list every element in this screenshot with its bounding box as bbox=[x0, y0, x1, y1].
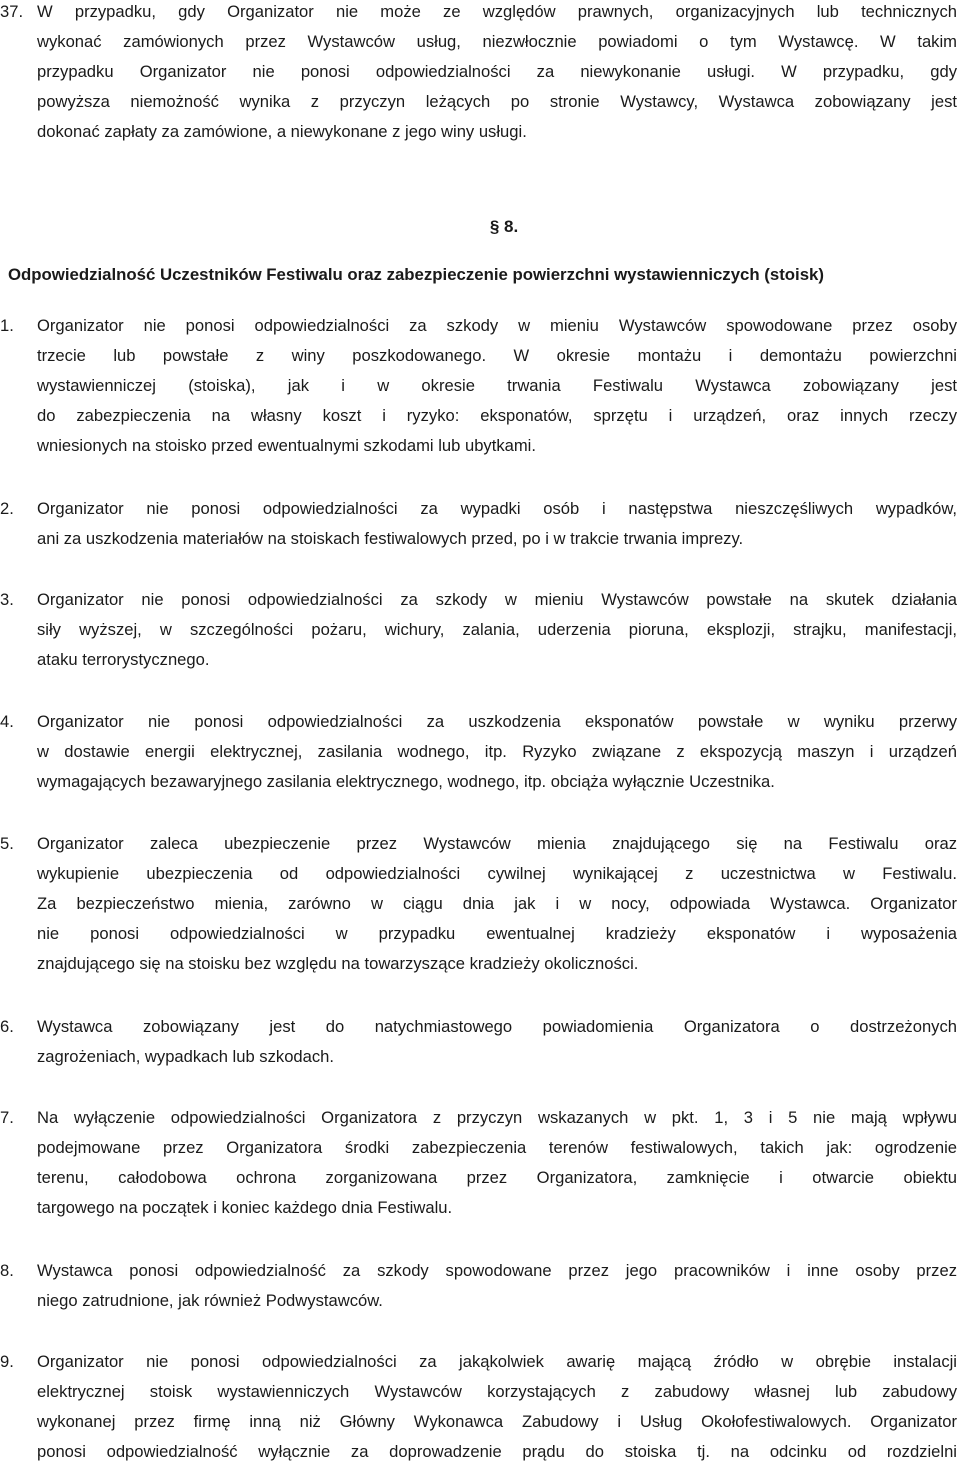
list-item-number: 5. bbox=[0, 834, 14, 853]
list-item-number: 3. bbox=[0, 590, 14, 609]
list-item-line: Organizator zaleca ubezpieczenie przez Wystawców mienia znajdującego się na Festiwalu oraz bbox=[37, 834, 957, 853]
list-item-line: Wystawca zobowiązany jest do natychmiastowego powiadomienia Organizatora o dostrzeżonych bbox=[37, 1017, 957, 1036]
list-item-line: zagrożeniach, wypadkach lub szkodach. bbox=[37, 1047, 335, 1066]
list-item bbox=[0, 1012, 957, 1072]
paragraph-number: 37. bbox=[0, 2, 24, 21]
list-item-number: 2. bbox=[0, 499, 14, 518]
list-item-number: 7. bbox=[0, 1108, 14, 1127]
list-item-number: 6. bbox=[0, 1017, 14, 1036]
list-item-line: Wystawca ponosi odpowiedzialność za szkody spowodowane przez jego pracowników i inne osoby przez bbox=[37, 1261, 957, 1280]
paragraph-line: W przypadku, gdy Organizator nie może ze względów prawnych, organizacyjnych lub technicznych bbox=[37, 2, 957, 21]
list-item-line: niego zatrudnione, jak również Podwystawców. bbox=[37, 1291, 383, 1310]
list-item-line: wystawienniczej (stoiska), jak i w okresie trwania Festiwalu Wystawca zobowiązany jest bbox=[37, 376, 957, 395]
list-item-line: wniesionych na stoisko przed ewentualnymi szkodami lub ubytkami. bbox=[37, 436, 536, 455]
list-item-line: wykupienie ubezpieczenia od odpowiedzialności cywilnej wynikającej z uczestnictwa w Festiwalu. bbox=[37, 864, 957, 883]
list-item-line: Organizator nie ponosi odpowiedzialności za uszkodzenia eksponatów powstałe w wyniku przerwy bbox=[37, 712, 957, 731]
list-item bbox=[0, 1103, 957, 1223]
list-item-line: nie ponosi odpowiedzialności w przypadku ewentualnej kradzieży eksponatów i wyposażenia bbox=[37, 924, 957, 943]
list-item-number: 8. bbox=[0, 1261, 14, 1280]
list-item-line: do zabezpieczenia na własny koszt i ryzyko: eksponatów, sprzętu i urządzeń, oraz innych rzeczy bbox=[37, 406, 957, 425]
section-title: Odpowiedzialność Uczestników Festiwalu oraz zabezpieczenie powierzchni wystawienniczych (stoisk) bbox=[8, 265, 824, 284]
list-item-line: trzecie lub powstałe z winy poszkodowanego. W okresie montażu i demontażu powierzchni bbox=[37, 346, 957, 365]
list-item-line: elektrycznej stoisk wystawienniczych Wystawców korzystających z zabudowy własnej lub zabudowy bbox=[37, 1382, 957, 1401]
list-item-line: wykonanej przez firmę inną niż Główny Wykonawca Zabudowy i Usług Okołofestiwalowych. Organizator bbox=[37, 1412, 957, 1431]
paragraph-line: wykonać zamówionych przez Wystawców usług, niezwłocznie powiadomi o tym Wystawcę. W takim bbox=[37, 32, 957, 51]
list-item bbox=[0, 1256, 957, 1316]
list-item-line: terenu, całodobowa ochrona zorganizowana przez Organizatora, zamknięcie i otwarcie obiektu bbox=[37, 1168, 957, 1187]
list-item-line: Organizator nie ponosi odpowiedzialności za wypadki osób i następstwa nieszczęśliwych wypadków, bbox=[37, 499, 957, 518]
list-item-line: Na wyłączenie odpowiedzialności Organizatora z przyczyn wskazanych w pkt. 1, 3 i 5 nie mają wpływu bbox=[37, 1108, 957, 1127]
list-item-line: znajdującego się na stoisku bez względu na towarzyszące kradzieży okoliczności. bbox=[37, 954, 639, 973]
paragraph-line: przypadku Organizator nie ponosi odpowiedzialności za niewykonanie usługi. W przypadku, gdy bbox=[37, 62, 957, 81]
paragraph-37 bbox=[0, 0, 957, 147]
list-item-line: ataku terrorystycznego. bbox=[37, 650, 210, 669]
list-item-line: ani za uszkodzenia materiałów na stoiskach festiwalowych przed, po i w trakcie trwania imprezy. bbox=[37, 529, 744, 548]
list-item-line: Organizator nie ponosi odpowiedzialności za jakąkolwiek awarię mającą źródło w obrębie instalacji bbox=[37, 1352, 957, 1371]
list-item bbox=[0, 494, 957, 554]
list-item bbox=[0, 1347, 957, 1467]
paragraph-line: powyższa niemożność wynika z przyczyn leżących po stronie Wystawcy, Wystawca zobowiązany jest bbox=[37, 92, 957, 111]
list-item-line: w dostawie energii elektrycznej, zasilania wodnego, itp. Ryzyko związane z ekspozycją maszyn i urządzeń bbox=[37, 742, 957, 761]
list-item-line: Za bezpieczeństwo mienia, zarówno w ciągu dnia jak i w nocy, odpowiada Wystawca. Organizator bbox=[37, 894, 957, 913]
paragraph-line: dokonać zapłaty za zamówione, a niewykonane z jego winy usługi. bbox=[37, 122, 527, 141]
section-number: § 8. bbox=[489, 217, 519, 236]
list-item-line: siły wyższej, w szczególności pożaru, wichury, zalania, uderzenia pioruna, eksplozji, strajku, manifestacji, bbox=[37, 620, 957, 639]
list-item-number: 9. bbox=[0, 1352, 14, 1371]
list-item-line: wymagających bezawaryjnego zasilania elektrycznego, wodnego, itp. obciąża wyłącznie Uczestnika. bbox=[37, 772, 775, 791]
list-item bbox=[0, 829, 957, 979]
list-item bbox=[0, 311, 957, 461]
list-item-line: Organizator nie ponosi odpowiedzialności za szkody w mieniu Wystawców powstałe na skutek działania bbox=[37, 590, 957, 609]
list-item-line: ponosi odpowiedzialność wyłącznie za doprowadzenie prądu do stoiska tj. na odcinku od rozdzielni bbox=[37, 1442, 957, 1461]
list-item-line: Organizator nie ponosi odpowiedzialności za szkody w mieniu Wystawców spowodowane przez osoby bbox=[37, 316, 957, 335]
list-item bbox=[0, 585, 957, 675]
list-item-number: 4. bbox=[0, 712, 14, 731]
list-item-line: podejmowane przez Organizatora środki zabezpieczenia terenów festiwalowych, takich jak: ogrodzenie bbox=[37, 1138, 957, 1157]
list-item bbox=[0, 707, 957, 797]
list-item-line: targowego na początek i koniec każdego dnia Festiwalu. bbox=[37, 1198, 453, 1217]
list-item-number: 1. bbox=[0, 316, 14, 335]
